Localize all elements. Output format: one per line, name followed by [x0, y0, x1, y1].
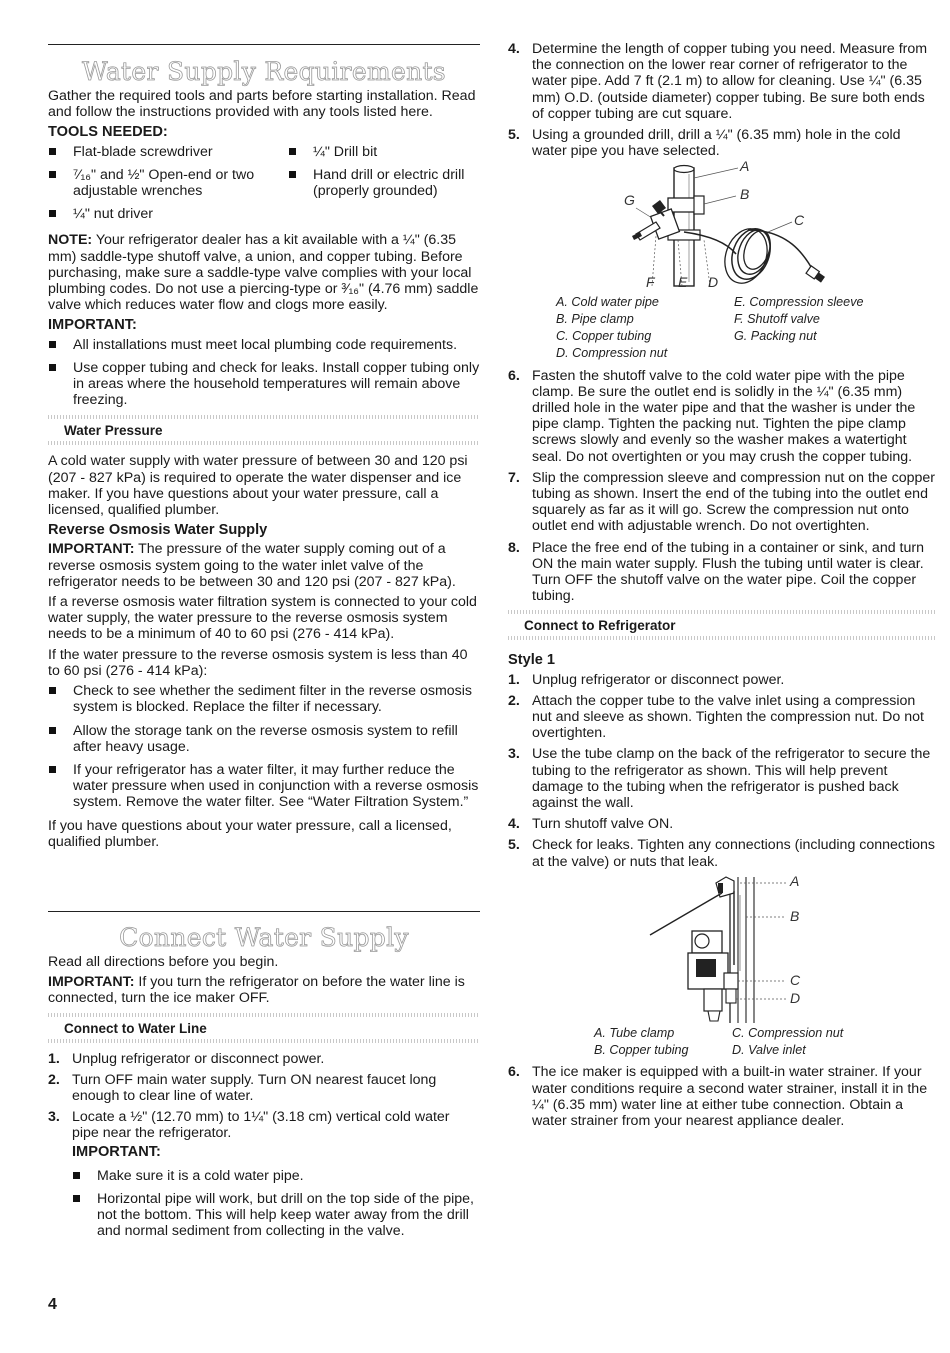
step-item: [508, 1064, 936, 1129]
fig2-caption: B. Copper tubing: [594, 1042, 689, 1057]
fig1-captions: [556, 294, 936, 361]
fig1-caption: B. Pipe clamp: [556, 312, 634, 327]
step-item: [508, 41, 936, 122]
water-pressure-text: A cold water supply with water pressure of between 30 and 120 psi (207 - 827 kPa) is required to operate the water dispenser and ice maker. If you have questions about your water pressure, call a licensed, qualified plumber.: [48, 453, 468, 519]
shutoff-valve-figure: [508, 158, 936, 294]
ro-important-label: IMPORTANT:: [48, 541, 135, 558]
step3-sub: [48, 1144, 480, 1240]
step-number: 7.: [508, 469, 520, 486]
step-number: 3.: [48, 1109, 60, 1126]
valve-inlet-illustration: [508, 872, 936, 1025]
step-number: 1.: [508, 671, 520, 688]
shutoff-valve-illustration: [508, 164, 936, 294]
fig2-label-d: D: [790, 989, 801, 1006]
fig2-caption: C. Compression nut: [732, 1025, 844, 1040]
page-number: 4: [48, 1296, 57, 1313]
step-text: Unplug refrigerator or disconnect power.: [532, 671, 785, 688]
water-pressure-band: [48, 415, 480, 445]
step-text: Place the free end of the tubing in a container or sink, and turn ON the main water supply. Flush the tubing until water is clear. Turn OFF the shutoff valve on the water pipe. Coil the copper tubing.: [532, 539, 924, 605]
step-item: [48, 1109, 480, 1141]
fig2-captions: [594, 1025, 936, 1059]
step-number: 8.: [508, 539, 520, 556]
ro-item: Check to see whether the sediment filter in the reverse osmosis system is blocked. Replace the filter if necessary.: [48, 683, 480, 715]
tool-item: ⁷⁄₁₆" and ½" Open-end or two adjustable wrenches: [48, 167, 288, 199]
left-column: [48, 58, 480, 854]
connect-important-paragraph: [48, 974, 480, 1006]
fig2-label-c: C: [790, 971, 801, 988]
step-text: Using a grounded drill, drill a ¼" (6.35 mm) hole in the cold water pipe you have selected.: [532, 127, 901, 160]
connect-ref-band: [508, 610, 936, 640]
step-item: [508, 470, 936, 535]
ro-paragraph-2: If a reverse osmosis water filtration system is connected to your cold water supply, the water pressure to the reverse osmosis system needs to be a minimum of 40 to 60 psi (276 - 414 kPa).: [48, 594, 477, 643]
fig2-caption: A. Tube clamp: [594, 1025, 675, 1040]
step-text: Slip the compression sleeve and compression nut on the copper tubing as shown. Insert the end of the tubing into the outlet end squarely as far as it will go. Screw the compression nut onto outlet end with adjustable wrench. Do not overtighten.: [532, 469, 935, 535]
step-text: Turn shutoff valve ON.: [532, 816, 674, 833]
step-item: [48, 1051, 480, 1067]
tool-item: ¼" nut driver: [48, 206, 288, 222]
right-column: [508, 41, 936, 1134]
fig1-caption: A. Cold water pipe: [556, 295, 659, 310]
fig1-label-d: D: [708, 274, 719, 291]
fig1-label-g: G: [624, 192, 635, 209]
step-item: [508, 540, 936, 605]
tool-item: Hand drill or electric drill (properly grounded): [288, 167, 480, 199]
step-text: The ice maker is equipped with a built-in water strainer. If your water conditions require a second water strainer, install it in the ¼" (6.35 mm) water line at either tube connection. Obtain a water strainer from your nearest appliance dealer.: [532, 1064, 928, 1130]
fig1-label-f: F: [646, 274, 655, 291]
connect-important-label: IMPORTANT:: [48, 974, 135, 991]
step-item: [508, 746, 936, 811]
step-text: Determine the length of copper tubing you need. Measure from the connection on the lower rear corner of refrigerator to the water pipe. Add 7 ft (2.1 m) to allow for cleaning. Use ¼" (6.35 mm) O.D. (outside diameter) copper tubing. Be sure both ends of copper tubing are cut square.: [532, 41, 928, 122]
step-item: [508, 672, 936, 688]
connect-intro: Read all directions before you begin.: [48, 954, 279, 970]
tools-heading: TOOLS NEEDED:: [48, 124, 168, 141]
step-text: Check for leaks. Tighten any connections (including connections at the valve) or nuts that leak.: [532, 837, 935, 870]
ro-important-text: The pressure of the water supply coming out of a reverse osmosis system going to the water inlet valve of the refrigerator needs to be between 30 and 120 psi (207 - 827 kPa).: [48, 541, 456, 590]
step-number: 1.: [48, 1050, 60, 1067]
step-text: Unplug refrigerator or disconnect power.: [72, 1050, 325, 1067]
connect-line-heading: Connect to Water Line: [64, 1020, 207, 1036]
step-number: 2.: [48, 1071, 60, 1088]
note-text: Your refrigerator dealer has a kit available with a ¼" (6.35 mm) saddle-type shutoff valve, a union, and copper tubing. Before purchasing, make sure a saddle-type valve complies with your local plumbing codes. Do not use a piercing-type or ³⁄₁₆" (4.76 mm) saddle valve which reduces water flow and clogs more easily.: [48, 232, 479, 314]
step-item: [508, 127, 936, 159]
step-item: [48, 1072, 480, 1104]
water-supply-title: Water Supply Requirements: [82, 57, 446, 86]
step-number: 5.: [508, 127, 520, 144]
intro-text: Gather the required tools and parts before starting installation. Read and follow the instructions provided with any tools listed here.: [48, 88, 476, 121]
connect-ref-heading: Connect to Refrigerator: [524, 618, 676, 634]
water-pressure-heading: Water Pressure: [64, 423, 163, 439]
step3-item: Make sure it is a cold water pipe.: [72, 1168, 480, 1184]
step-text: Attach the copper tube to the valve inlet using a compression nut and sleeve as shown. Tighten the compression nut. Do not overtighten.: [532, 692, 924, 742]
step-item: [508, 693, 936, 742]
fig2-caption: D. Valve inlet: [732, 1042, 806, 1057]
ro-item: If your refrigerator has a water filter, it may further reduce the water pressure when used in conjunction with a reverse osmosis system. Remove the water filter. See “Water Filtration System.”: [48, 762, 480, 811]
connect-title: Connect Water Supply: [119, 923, 409, 952]
tool-item: Flat-blade screwdriver: [48, 144, 288, 160]
fig1-label-a: A: [740, 158, 750, 175]
ro-important-paragraph: [48, 541, 480, 590]
fig1-caption: E. Compression sleeve: [734, 295, 864, 310]
fig1-caption: F. Shutoff valve: [734, 312, 820, 327]
ro-item: Allow the storage tank on the reverse osmosis system to refill after heavy usage.: [48, 723, 480, 755]
step-number: 5.: [508, 837, 520, 854]
step-number: 4.: [508, 41, 520, 57]
step3-item: Horizontal pipe will work, but drill on the top side of the pipe, not the bottom. This will help keep water away from the drill and normal sediment from collecting in the valve.: [72, 1191, 480, 1240]
step-number: 2.: [508, 692, 520, 709]
fig1-caption: D. Compression nut: [556, 345, 668, 360]
step-text: Locate a ½" (12.70 mm) to 1¼" (3.18 cm) vertical cold water pipe near the refrigerator.: [72, 1109, 450, 1142]
note-label: NOTE:: [48, 232, 93, 249]
step-number: 4.: [508, 816, 520, 833]
fig1-caption: C. Copper tubing: [556, 329, 652, 344]
connect-rule: [48, 911, 480, 912]
fig1-label-c: C: [794, 212, 805, 229]
note-paragraph: [48, 232, 480, 313]
style-heading: Style 1: [508, 652, 556, 669]
important-item: All installations must meet local plumbing code requirements.: [48, 337, 480, 353]
step-text: Turn OFF main water supply. Turn ON nearest faucet long enough to clear line of water.: [72, 1071, 437, 1105]
step-number: 6.: [508, 367, 520, 384]
ro-heading: Reverse Osmosis Water Supply: [48, 522, 268, 539]
tools-list: [48, 144, 480, 230]
connect-section: [48, 924, 480, 1247]
step-text: Use the tube clamp on the back of the refrigerator to secure the tubing to the refrigerator as shown. This will help prevent damage to the tubing when the refrigerator is pushed back against the wall.: [532, 746, 931, 812]
step3-important-heading: IMPORTANT:: [72, 1143, 161, 1160]
important-heading: IMPORTANT:: [48, 317, 137, 334]
step-item: [508, 368, 936, 465]
connect-important-text: If you turn the refrigerator on before the water line is connected, turn the ice maker OFF.: [48, 974, 465, 1007]
ro-paragraph-3: If the water pressure to the reverse osmosis system is less than 40 to 60 psi (276 - 414 kPa):: [48, 646, 468, 679]
step-item: [508, 837, 936, 869]
step-number: 3.: [508, 746, 520, 763]
fig1-caption: G. Packing nut: [734, 329, 817, 344]
step-number: 6.: [508, 1064, 520, 1081]
fig1-label-b: B: [740, 186, 750, 203]
ro-paragraph-4: If you have questions about your water pressure, call a licensed, qualified plumber.: [48, 817, 452, 850]
step-text: Fasten the shutoff valve to the cold water pipe with the pipe clamp. Be sure the outlet end is solidly in the ¼" (6.35 mm) drilled hole in the water pipe and that the washer is under the pipe clamp. Tighten the packing nut. Tighten the pipe clamp screws slowly and evenly so the washer makes a watertight seal. Do not overtighten or you may crush the copper tubing.: [532, 367, 916, 465]
tool-item: ¼" Drill bit: [288, 144, 480, 160]
fig2-label-a: A: [790, 872, 800, 889]
fig1-label-e: E: [678, 274, 688, 291]
connect-line-band: [48, 1013, 480, 1043]
step-item: [508, 816, 936, 832]
valve-inlet-figure: [508, 872, 936, 1025]
fig2-label-b: B: [790, 907, 800, 924]
top-rule: [48, 44, 480, 45]
important-item: Use copper tubing and check for leaks. Install copper tubing only in areas where the household temperatures will remain above freezing.: [48, 360, 480, 409]
